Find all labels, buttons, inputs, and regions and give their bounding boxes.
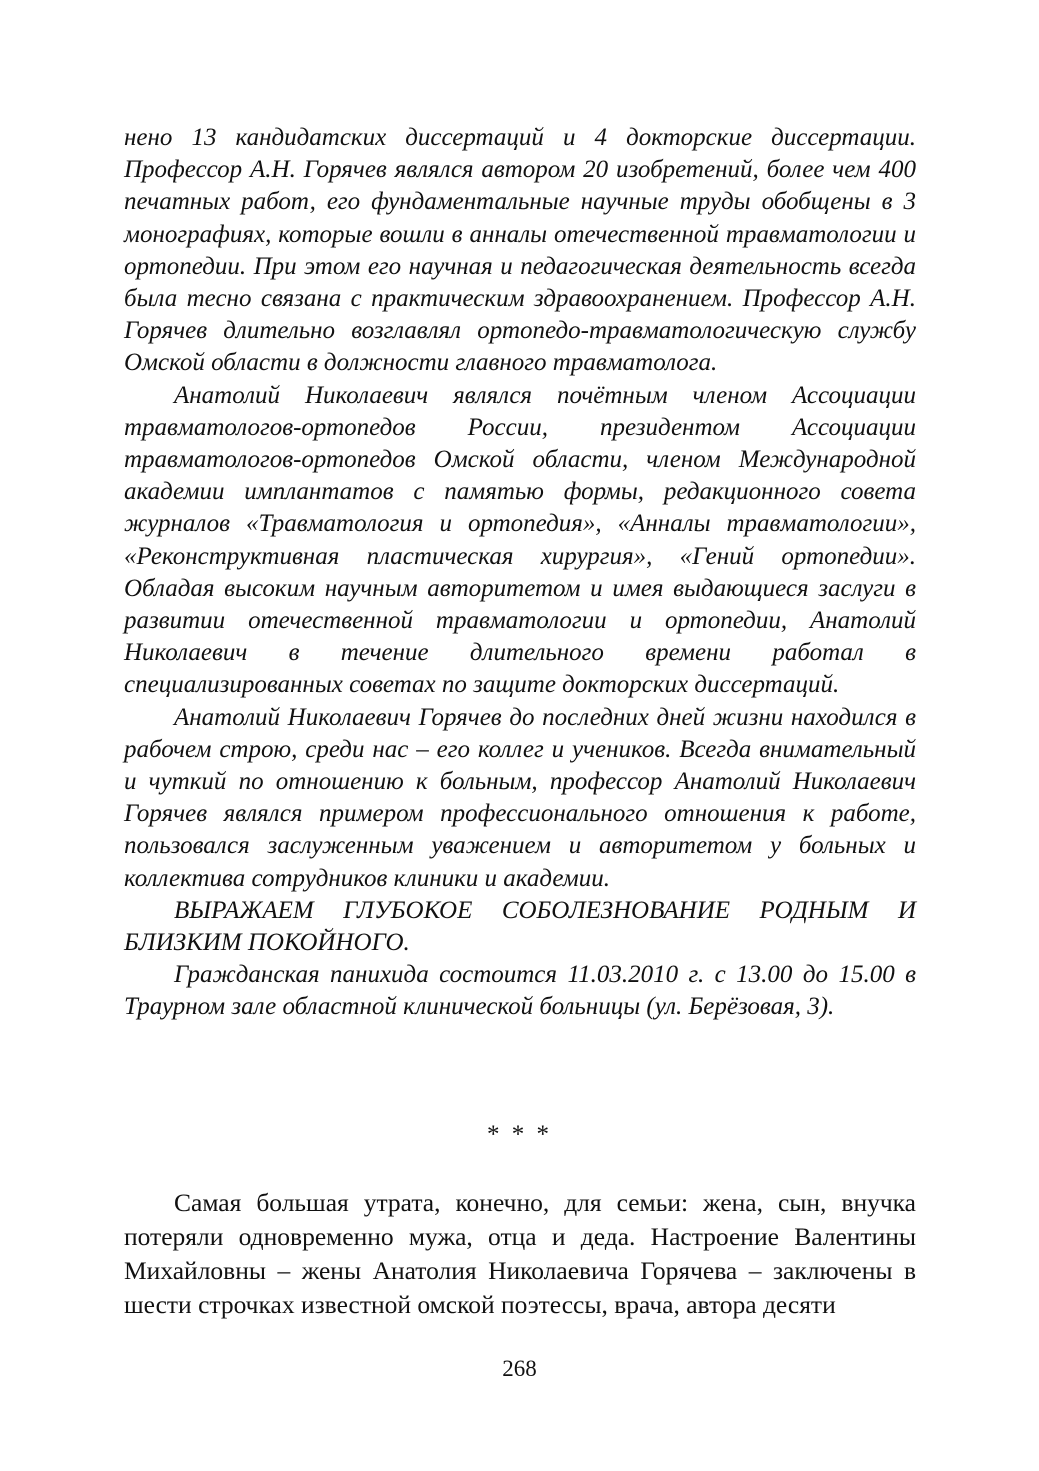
paragraph-memberships: Анатолий Николаевич являлся почётным членом Ассоциации травматологов-ортопедов России, президентом Ассоциации травматологов-ортопедов Омской области, членом Международной академии имплантатов с памятью формы, редакционного совета журналов «Травматология и ортопедия», «Анналы травматологии», «Реконструктивная пластическая хирургия», «Гений ортопедии». Обладая высоким научным авторитетом и имея выдающиеся заслуги в развитии отечественной травматологии и ортопедии, Анатолий Николаевич в течение длительного времени работал в специализированных советах по защите докторских диссертаций. — [124, 381, 916, 699]
paragraph-condolences: ВЫРАЖАЕМ ГЛУБОКОЕ СОБОЛЕЗНОВАНИЕ РОДНЫМ И БЛИЗКИМ ПОКОЙНОГО. — [124, 896, 916, 957]
section-separator: * * * — [487, 1121, 552, 1148]
italic-text-block — [124, 122, 916, 1024]
paragraph-continuation: нено 13 кандидатских диссертаций и 4 докторские диссертации. Профессор А.Н. Горячев являлся автором 20 изобретений, более чем 400 печатных работ, его фундаментальные научные труды обобщены в 3 монографиях, которые вошли в анналы отечественной травматологии и ортопедии. При этом его научная и педагогическая деятельность всегда была тесно связана с практическим здравоохранением. Профессор А.Н. Горячев длительно возглавлял ортопедо-травматологическую службу Омской области в должности главного травматолога. — [124, 124, 916, 377]
roman-text-block — [124, 1186, 916, 1322]
page-body — [124, 122, 916, 1024]
paragraph-last-days: Анатолий Николаевич Горячев до последних дней жизни находился в рабочем строю, среди нас – его коллег и учеников. Всегда внимательный и чуткий по отношению к больным, профессор Анатолий Николаевич Горячев являлся примером профессионального отношения к работе, пользовался заслуженным уважением и авторитетом у больных и коллектива сотрудников клиники и академии. — [124, 703, 916, 892]
paragraph-funeral-service: Гражданская панихида состоится 11.03.2010 г. с 13.00 до 15.00 в Траурном зале областной клинической больницы (ул. Берёзовая, 3). — [124, 961, 916, 1021]
paragraph-family-loss: Самая большая утрата, конечно, для семьи: жена, сын, внучка потеряли одновременно мужа, отца и деда. Настроение Валентины Михайловны – жены Анатолия Николаевича Горячева – заключены в шести строчках известной омской поэтессы, врача, автора десяти — [124, 1188, 916, 1319]
page-number: 268 — [502, 1356, 537, 1381]
